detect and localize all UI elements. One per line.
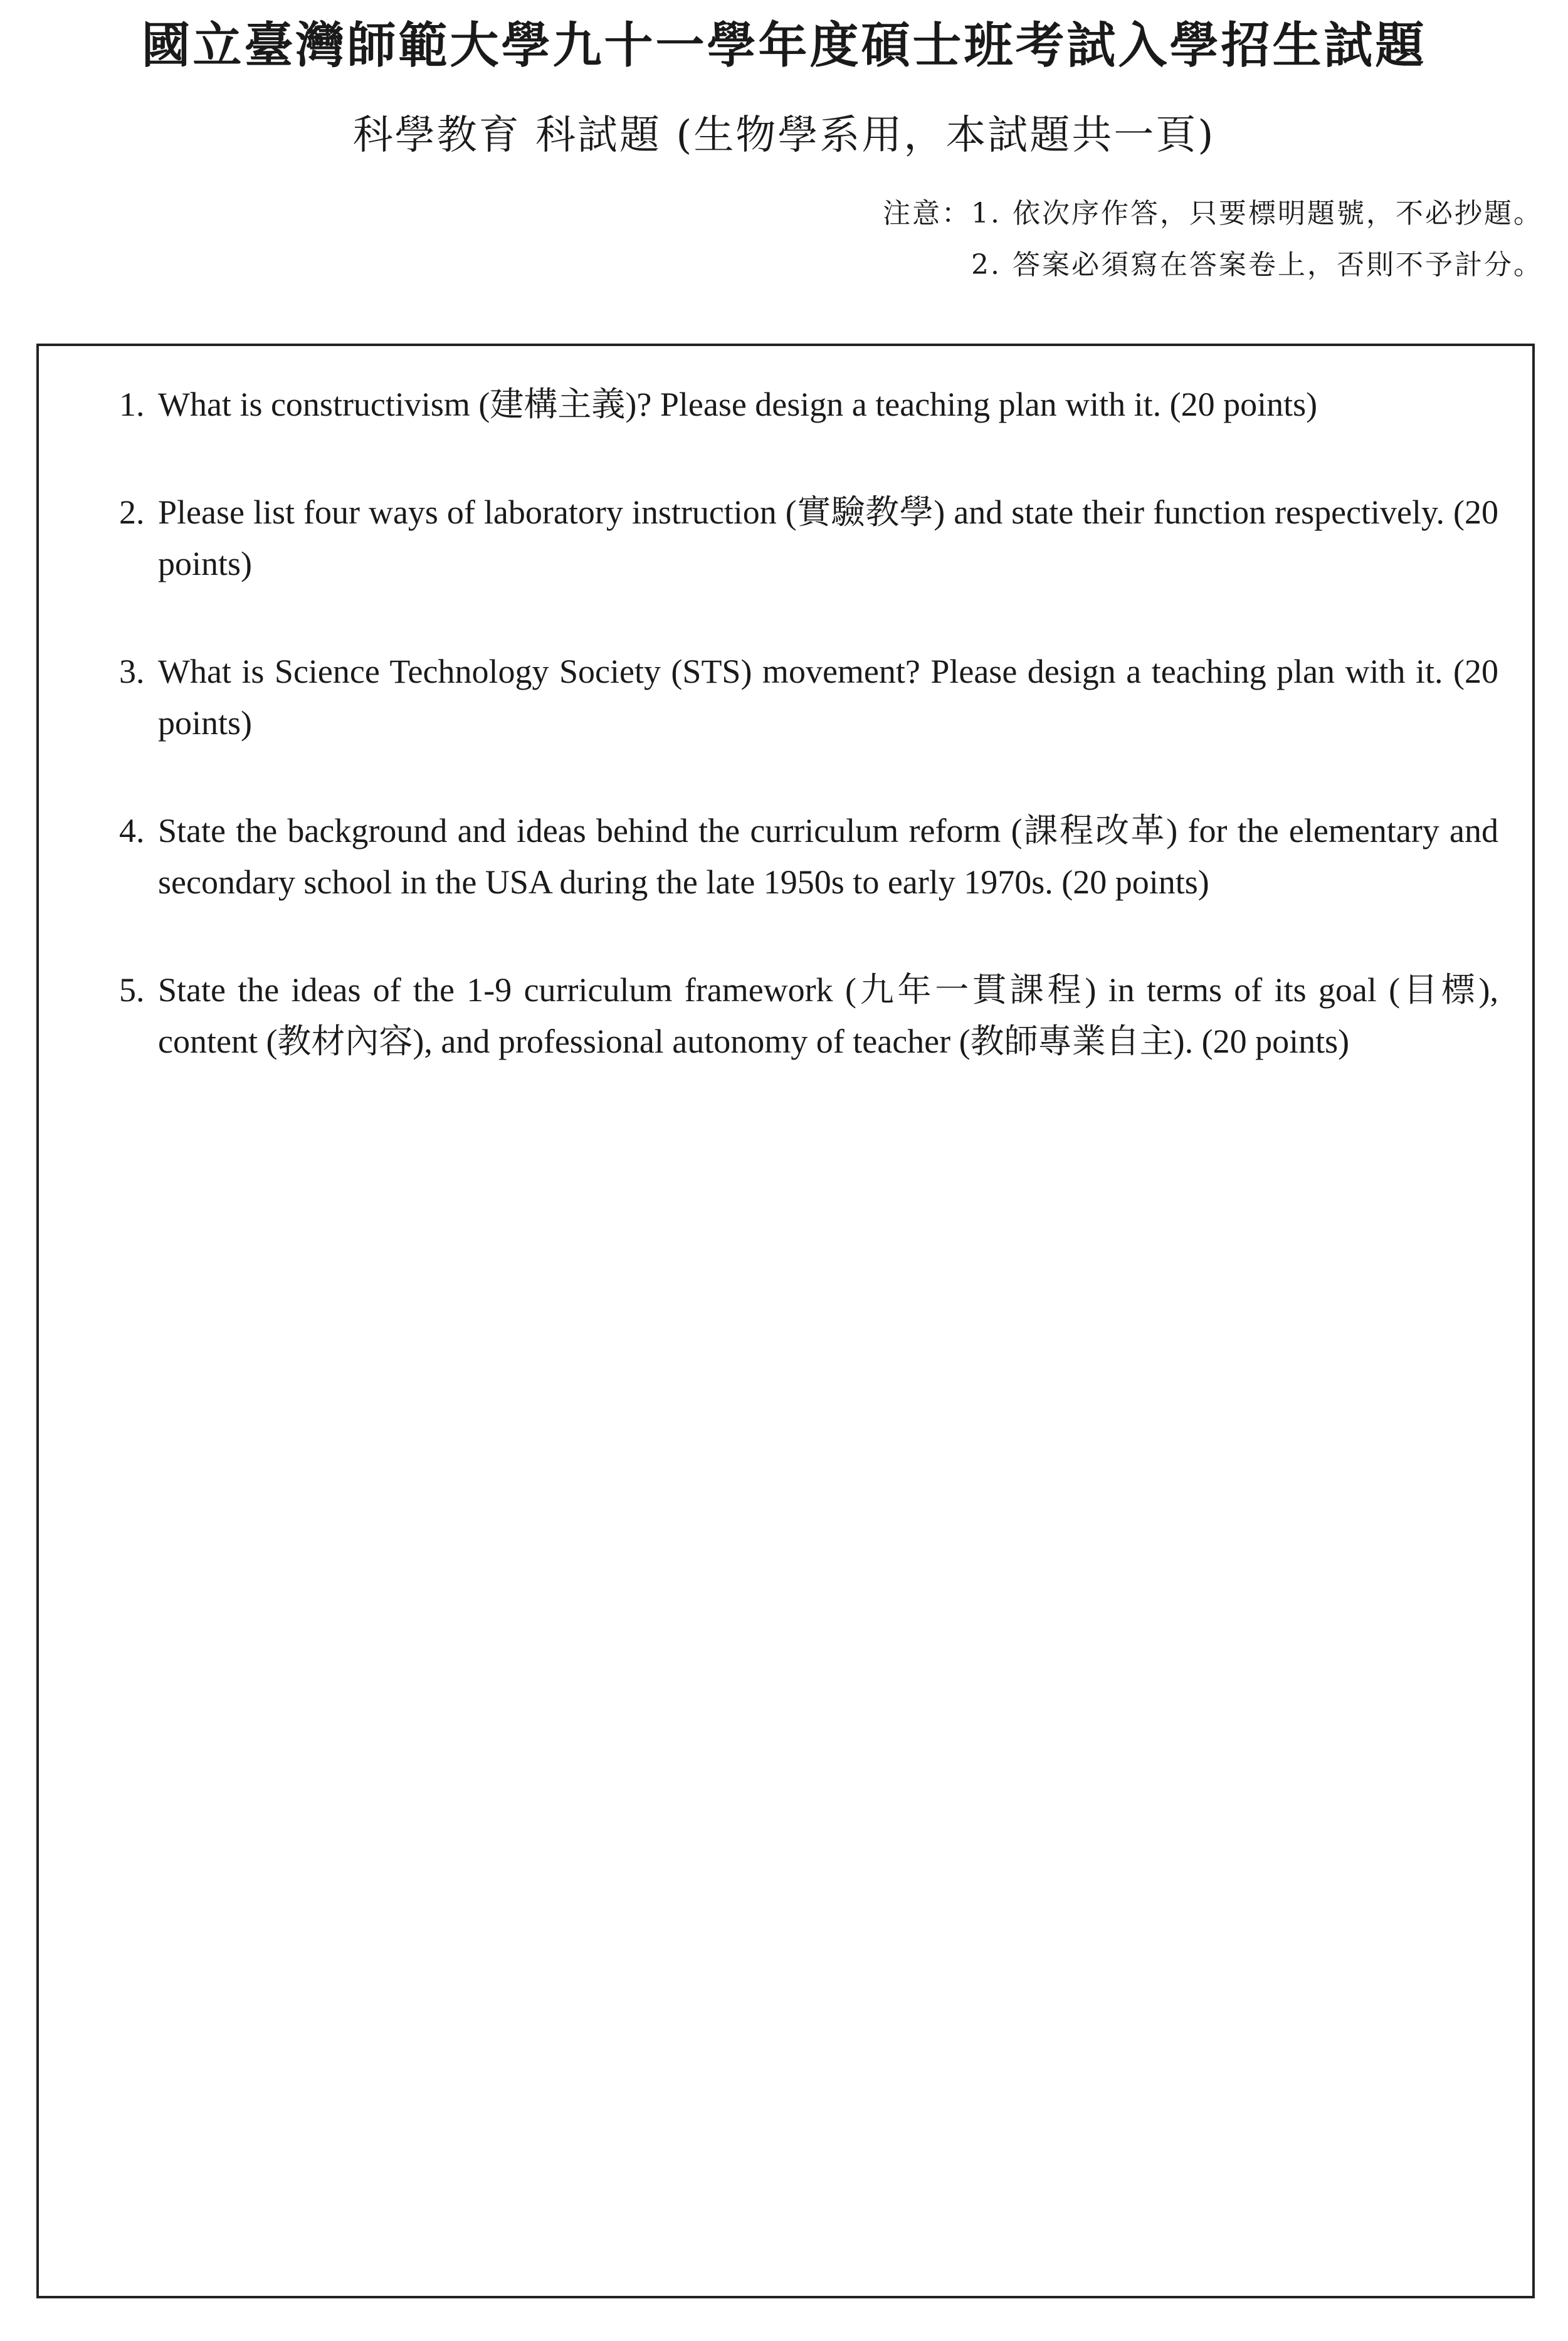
- exam-title: 國立臺灣師範大學九十一學年度碩士班考試入學招生試題: [141, 17, 1427, 74]
- question-number: 5.: [119, 971, 145, 1009]
- question-item: [119, 646, 1498, 749]
- question-list: [119, 379, 1498, 1123]
- question-text: State the ideas of the 1-9 curriculum framework (九年一貫課程) in terms of its goal (目標), content (教材內容), and professional autonomy of teacher (教師專業自主). (20 points): [158, 971, 1498, 1060]
- question-item: [119, 379, 1498, 430]
- question-item: [119, 805, 1498, 908]
- question-item: [119, 487, 1498, 589]
- question-text: State the background and ideas behind the curriculum reform (課程改革) for the elementary and secondary school in the USA during the late 1950s to early 1970s. (20 points): [158, 812, 1498, 901]
- notice-item-text: 答案必須寫在答案卷上，否則不予計分。: [1013, 249, 1543, 281]
- question-number: 1.: [119, 386, 145, 423]
- question-text: Please list four ways of laboratory instruction (實驗教學) and state their function respectively. (20 points): [158, 493, 1498, 582]
- notice-item-number: 1.: [971, 197, 1001, 229]
- question-text: What is Science Technology Society (STS) movement? Please design a teaching plan with it. (20 points): [158, 653, 1498, 742]
- notice-item: [883, 188, 1543, 239]
- question-item: [119, 964, 1498, 1067]
- notice-block: [883, 188, 1543, 291]
- question-number: 4.: [119, 812, 145, 850]
- notice-item: [883, 239, 1543, 291]
- exam-subtitle: 科學教育 科試題 (生物學系用，本試題共一頁): [352, 112, 1216, 159]
- notice-label: 注意：: [883, 197, 972, 229]
- question-number: 3.: [119, 653, 145, 690]
- notice-item-number: 2.: [971, 249, 1001, 281]
- question-text: What is constructivism (建構主義)? Please design a teaching plan with it. (20 points): [158, 386, 1318, 423]
- question-box: [36, 344, 1535, 2298]
- notice-item-text: 依次序作答，只要標明題號，不必抄題。: [1013, 197, 1543, 229]
- question-number: 2.: [119, 493, 145, 531]
